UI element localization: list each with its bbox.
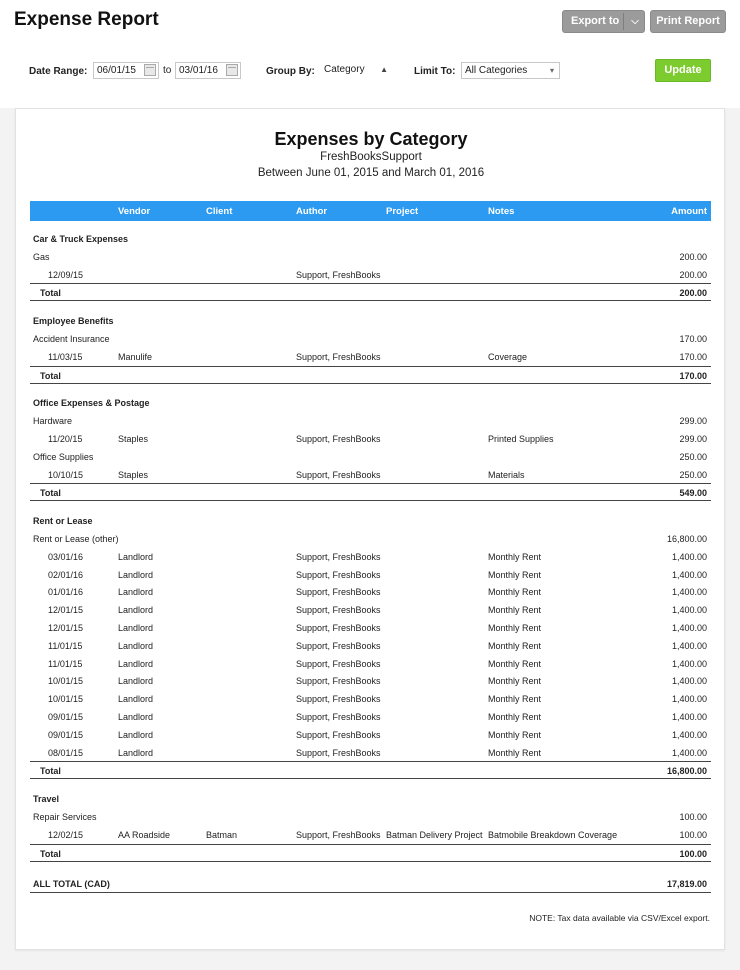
subcategory-row bbox=[30, 330, 711, 348]
cell-amount: 1,400.00 bbox=[671, 747, 707, 758]
table-row bbox=[30, 583, 711, 601]
subcategory-amount: 170.00 bbox=[679, 334, 707, 344]
cell-author: Support, FreshBooks bbox=[296, 551, 381, 562]
cell-date: 02/01/16 bbox=[48, 569, 84, 580]
group-by-label: Group By: bbox=[266, 66, 315, 77]
cell-date: 11/20/15 bbox=[48, 434, 83, 444]
cell-notes: Monthly Rent bbox=[488, 587, 542, 598]
cell-amount: 1,400.00 bbox=[671, 640, 707, 651]
updown-arrow-icon: ▲︎ bbox=[380, 65, 388, 74]
category-heading bbox=[30, 312, 711, 330]
group-by-select[interactable] bbox=[320, 62, 392, 79]
table-row bbox=[30, 266, 711, 284]
cell-vendor: Landlord bbox=[118, 729, 154, 740]
column-project: Project bbox=[386, 206, 419, 217]
subcategory-row bbox=[30, 448, 711, 466]
total-amount: 549.00 bbox=[679, 488, 707, 499]
subcategory-amount: 200.00 bbox=[679, 251, 707, 262]
cell-amount: 1,400.00 bbox=[671, 712, 707, 722]
cell-date: 10/10/15 bbox=[48, 469, 84, 480]
category-heading bbox=[30, 512, 711, 530]
table-row bbox=[30, 466, 711, 484]
cell-vendor: Landlord bbox=[118, 569, 154, 580]
cell-client: Batman bbox=[206, 829, 238, 840]
cell-vendor: Landlord bbox=[118, 551, 154, 562]
cell-amount: 1,400.00 bbox=[671, 676, 707, 687]
total-label: Total bbox=[40, 370, 61, 381]
cell-notes: Monthly Rent bbox=[488, 729, 542, 740]
subcategory-label: Gas bbox=[33, 251, 50, 262]
cell-notes: Monthly Rent bbox=[488, 569, 542, 580]
cell-amount: 1,400.00 bbox=[671, 551, 707, 562]
dropdown-arrow-icon: ▾ bbox=[549, 66, 554, 75]
cell-notes: Monthly Rent bbox=[488, 747, 542, 758]
cell-vendor: Staples bbox=[118, 434, 149, 444]
subcategory-label: Hardware bbox=[33, 416, 73, 427]
cell-vendor: Manulife bbox=[118, 351, 153, 362]
cell-project: Batman Delivery Project bbox=[386, 829, 483, 840]
total-row bbox=[30, 483, 711, 501]
export-button-label: Export to bbox=[571, 15, 620, 27]
cell-author: Support, FreshBooks bbox=[296, 829, 381, 840]
cell-author: Support, FreshBooks bbox=[296, 747, 381, 758]
update-button[interactable]: Update bbox=[655, 59, 711, 82]
cell-amount: 1,400.00 bbox=[671, 694, 707, 705]
subcategory-amount: 16,800.00 bbox=[666, 534, 707, 544]
table-row bbox=[30, 690, 711, 708]
category-label: Car & Truck Expenses bbox=[33, 234, 129, 244]
cell-vendor: Landlord bbox=[118, 605, 154, 616]
cell-vendor: Landlord bbox=[118, 640, 154, 651]
cell-notes: Monthly Rent bbox=[488, 658, 542, 669]
cell-notes: Monthly Rent bbox=[488, 623, 542, 633]
table-header bbox=[30, 201, 711, 221]
all-total-amount: 17,819.00 bbox=[666, 879, 707, 890]
total-row bbox=[30, 283, 711, 301]
total-label: Total bbox=[40, 488, 61, 499]
table-row bbox=[30, 619, 711, 637]
table-row bbox=[30, 744, 711, 762]
column-amount: Amount bbox=[671, 206, 707, 217]
category-heading bbox=[30, 230, 711, 248]
cell-amount: 1,400.00 bbox=[671, 729, 707, 740]
subcategory-label: Accident Insurance bbox=[33, 334, 110, 344]
subcategory-label: Office Supplies bbox=[33, 451, 94, 462]
total-label: Total bbox=[40, 848, 61, 859]
cell-author: Support, FreshBooks bbox=[296, 676, 381, 687]
subcategory-row bbox=[30, 530, 711, 548]
cell-vendor: Landlord bbox=[118, 694, 154, 705]
chevron-down-icon[interactable]: ⌵ bbox=[631, 16, 639, 27]
export-divider bbox=[623, 13, 624, 30]
table-row bbox=[30, 637, 711, 655]
limit-to-value: All Categories bbox=[465, 65, 528, 76]
cell-date: 11/01/15 bbox=[48, 658, 83, 669]
cell-vendor: Staples bbox=[118, 469, 149, 480]
cell-author: Support, FreshBooks bbox=[296, 640, 381, 651]
cell-notes: Batmobile Breakdown Coverage bbox=[488, 829, 618, 840]
cell-amount: 1,400.00 bbox=[671, 605, 707, 616]
category-heading bbox=[30, 790, 711, 808]
group-by-value: Category bbox=[324, 64, 365, 75]
total-amount: 16,800.00 bbox=[666, 766, 707, 777]
print-report-button[interactable]: Print Report bbox=[650, 10, 726, 33]
limit-to-select[interactable] bbox=[461, 62, 560, 79]
category-label: Rent or Lease bbox=[33, 516, 93, 527]
all-total-label: ALL TOTAL (CAD) bbox=[33, 879, 110, 890]
cell-author: Support, FreshBooks bbox=[296, 434, 381, 444]
cell-date: 03/01/16 bbox=[48, 551, 84, 562]
cell-notes: Monthly Rent bbox=[488, 712, 542, 722]
cell-date: 10/01/15 bbox=[48, 694, 84, 705]
cell-author: Support, FreshBooks bbox=[296, 569, 381, 580]
cell-notes: Materials bbox=[488, 469, 525, 480]
cell-date: 12/09/15 bbox=[48, 269, 84, 280]
cell-vendor: Landlord bbox=[118, 747, 154, 758]
date-from-input[interactable]: 06/01/15 bbox=[93, 62, 159, 79]
subcategory-label: Repair Services bbox=[33, 812, 97, 822]
cell-vendor: Landlord bbox=[118, 587, 154, 598]
cell-author: Support, FreshBooks bbox=[296, 351, 381, 362]
cell-amount: 170.00 bbox=[679, 351, 707, 362]
date-to-label: to bbox=[163, 65, 172, 76]
subcategory-row bbox=[30, 412, 711, 430]
cell-notes: Coverage bbox=[488, 351, 528, 362]
cell-vendor: AA Roadside bbox=[118, 829, 171, 840]
cell-author: Support, FreshBooks bbox=[296, 712, 381, 722]
cell-amount: 200.00 bbox=[679, 269, 707, 280]
subcategory-row bbox=[30, 808, 711, 826]
cell-author: Support, FreshBooks bbox=[296, 587, 381, 598]
category-heading bbox=[30, 394, 711, 412]
total-row bbox=[30, 844, 711, 862]
cell-amount: 299.00 bbox=[679, 434, 707, 444]
table-row bbox=[30, 348, 711, 366]
table-row bbox=[30, 548, 711, 566]
cell-vendor: Landlord bbox=[118, 712, 154, 722]
cell-author: Support, FreshBooks bbox=[296, 269, 381, 280]
filter-bar bbox=[0, 48, 740, 108]
table-row bbox=[30, 826, 711, 844]
cell-author: Support, FreshBooks bbox=[296, 658, 381, 669]
all-total-row bbox=[30, 875, 711, 893]
export-button[interactable] bbox=[562, 10, 645, 33]
cell-date: 12/01/15 bbox=[48, 605, 84, 616]
table-row bbox=[30, 726, 711, 744]
report-panel bbox=[15, 108, 725, 950]
cell-amount: 1,400.00 bbox=[671, 569, 707, 580]
column-author: Author bbox=[296, 206, 328, 217]
cell-date: 12/01/15 bbox=[48, 623, 84, 633]
table-row bbox=[30, 430, 711, 448]
cell-date: 10/01/15 bbox=[48, 676, 84, 687]
cell-amount: 1,400.00 bbox=[671, 658, 707, 669]
cell-notes: Printed Supplies bbox=[488, 434, 554, 444]
table-row bbox=[30, 566, 711, 584]
total-amount: 100.00 bbox=[679, 848, 707, 859]
table-row bbox=[30, 601, 711, 619]
cell-date: 09/01/15 bbox=[48, 712, 84, 722]
cell-author: Support, FreshBooks bbox=[296, 605, 381, 616]
cell-notes: Monthly Rent bbox=[488, 694, 542, 705]
cell-date: 08/01/15 bbox=[48, 747, 84, 758]
cell-amount: 250.00 bbox=[679, 469, 707, 480]
total-label: Total bbox=[40, 288, 61, 299]
cell-date: 11/03/15 bbox=[48, 351, 83, 362]
cell-vendor: Landlord bbox=[118, 623, 154, 633]
tax-note: NOTE: Tax data available via CSV/Excel export. bbox=[529, 913, 710, 923]
total-amount: 170.00 bbox=[679, 370, 707, 381]
subcategory-amount: 299.00 bbox=[679, 416, 707, 427]
category-label: Travel bbox=[33, 794, 60, 805]
date-range-label: Date Range: bbox=[29, 66, 88, 77]
cell-author: Support, FreshBooks bbox=[296, 729, 381, 740]
cell-notes: Monthly Rent bbox=[488, 551, 542, 562]
total-row bbox=[30, 366, 711, 384]
top-bar bbox=[0, 0, 740, 48]
cell-notes: Monthly Rent bbox=[488, 676, 542, 687]
table-row bbox=[30, 708, 711, 726]
subcategory-amount: 100.00 bbox=[679, 812, 707, 822]
cell-author: Support, FreshBooks bbox=[296, 469, 381, 480]
report-date-range: Between June 01, 2015 and March 01, 2016 bbox=[257, 167, 485, 179]
cell-author: Support, FreshBooks bbox=[296, 623, 381, 633]
column-notes: Notes bbox=[488, 206, 515, 217]
cell-vendor: Landlord bbox=[118, 676, 154, 687]
date-to-input[interactable]: 03/01/16 bbox=[175, 62, 241, 79]
cell-date: 12/02/15 bbox=[48, 829, 84, 840]
cell-amount: 100.00 bbox=[679, 829, 707, 840]
category-label: Office Expenses & Postage bbox=[33, 398, 150, 409]
cell-vendor: Landlord bbox=[118, 658, 154, 669]
cell-notes: Monthly Rent bbox=[488, 605, 542, 616]
column-client: Client bbox=[206, 206, 233, 217]
subcategory-row bbox=[30, 248, 711, 266]
category-label: Employee Benefits bbox=[33, 316, 114, 327]
calendar-icon[interactable] bbox=[226, 64, 238, 76]
cell-date: 11/01/15 bbox=[48, 640, 83, 651]
calendar-icon[interactable] bbox=[144, 64, 156, 76]
report-title: Expenses by Category bbox=[274, 129, 468, 149]
cell-author: Support, FreshBooks bbox=[296, 694, 381, 705]
cell-date: 01/01/16 bbox=[48, 587, 84, 598]
subcategory-label: Rent or Lease (other) bbox=[33, 534, 119, 544]
page-title: Expense Report bbox=[14, 9, 159, 30]
cell-notes: Monthly Rent bbox=[488, 640, 542, 651]
report-company: FreshBooksSupport bbox=[320, 151, 422, 163]
table-row bbox=[30, 655, 711, 673]
cell-date: 09/01/15 bbox=[48, 729, 84, 740]
cell-amount: 1,400.00 bbox=[671, 587, 707, 598]
subcategory-amount: 250.00 bbox=[679, 451, 707, 462]
total-row bbox=[30, 761, 711, 779]
column-vendor: Vendor bbox=[118, 206, 151, 217]
cell-amount: 1,400.00 bbox=[671, 623, 707, 633]
table-row bbox=[30, 672, 711, 690]
total-label: Total bbox=[40, 766, 61, 777]
limit-to-label: Limit To: bbox=[414, 66, 456, 77]
total-amount: 200.00 bbox=[679, 288, 707, 299]
